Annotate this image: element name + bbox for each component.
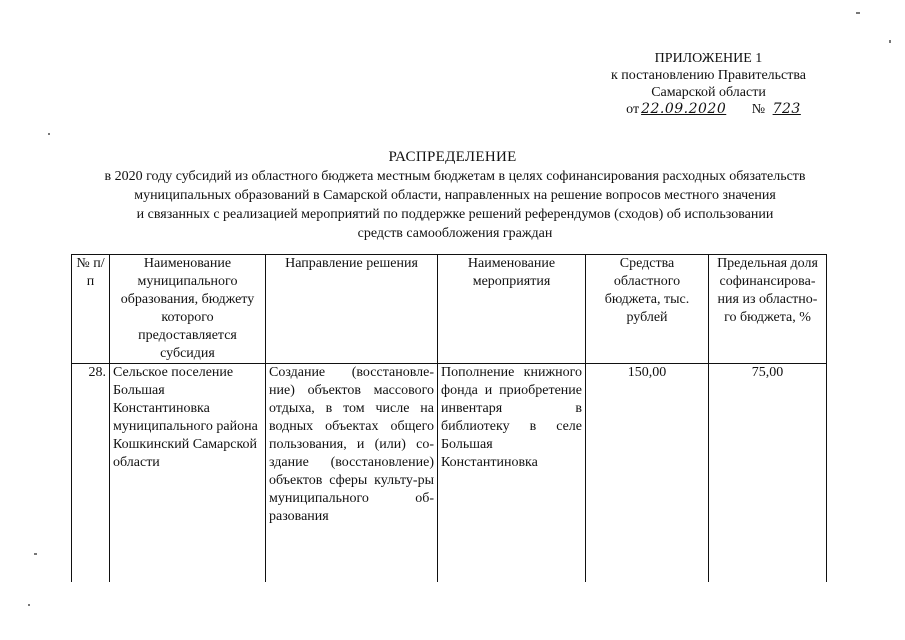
table-header-row xyxy=(72,255,827,364)
col-header-amount: Средства областного бюджета, тыс. рублей xyxy=(586,255,709,364)
document-title: РАСПРЕДЕЛЕНИЕ xyxy=(388,149,517,165)
col-header-direction: Направление решения xyxy=(266,255,438,364)
distribution-table xyxy=(71,254,827,582)
cell-municipality: Сельское поселение Большая Константиновка муниципального района Кошкинский Самарской области xyxy=(110,364,266,583)
number-prefix: № xyxy=(751,102,766,117)
appendix-resolution-line: к постановлению Правительства xyxy=(610,68,807,83)
subtitle-line: муниципальных образований в Самарской области, направленных на решение вопросов местного значения xyxy=(134,188,776,203)
date-prefix: от xyxy=(626,102,640,117)
col-header-event: Наименование мероприятия xyxy=(438,255,586,364)
cell-direction: Создание (восстановле-ние) объектов массового отдыха, в том числе на водных объектах общего пользования, и (или) со-здание (восстановление) объектов сферы культу-ры муниципального об-разования xyxy=(266,364,438,583)
subtitle-line: в 2020 году субсидий из областного бюджета местным бюджетам в целях софинансирования расходных обязательств xyxy=(104,169,806,184)
scan-speck xyxy=(34,553,37,555)
appendix-title: ПРИЛОЖЕНИЕ 1 xyxy=(654,51,763,66)
cell-event: Пополнение книжного фонда и приобретение инвентаря в библиотеку в селе Большая Константиновка xyxy=(438,364,586,583)
subtitle-line: средств самообложения граждан xyxy=(357,226,553,241)
appendix-block xyxy=(596,50,821,118)
scan-speck xyxy=(856,12,860,14)
cell-share: 75,00 xyxy=(709,364,827,583)
cell-amount: 150,00 xyxy=(586,364,709,583)
handwritten-date: 22.09.2020 xyxy=(641,101,727,117)
cell-number: 28. xyxy=(72,364,110,583)
handwritten-number: 723 xyxy=(772,101,801,117)
appendix-region-line: Самарской области xyxy=(651,85,766,100)
table-row xyxy=(72,364,827,583)
document-subtitle xyxy=(60,167,850,243)
scan-speck xyxy=(28,604,30,606)
scan-speck xyxy=(48,133,50,135)
scan-speck xyxy=(889,40,891,43)
col-header-municipality: Наименование муниципального образования, бюджету которого предоставляется субсидия xyxy=(110,255,266,364)
col-header-share: Предельная доля софинансирова-ния из областно-го бюджета, % xyxy=(709,255,827,364)
subtitle-line: и связанных с реализацией мероприятий по поддержке решений референдумов (сходов) об использовании xyxy=(136,207,774,222)
col-header-number: № п/п xyxy=(72,255,110,364)
appendix-date-number-line xyxy=(608,101,821,118)
